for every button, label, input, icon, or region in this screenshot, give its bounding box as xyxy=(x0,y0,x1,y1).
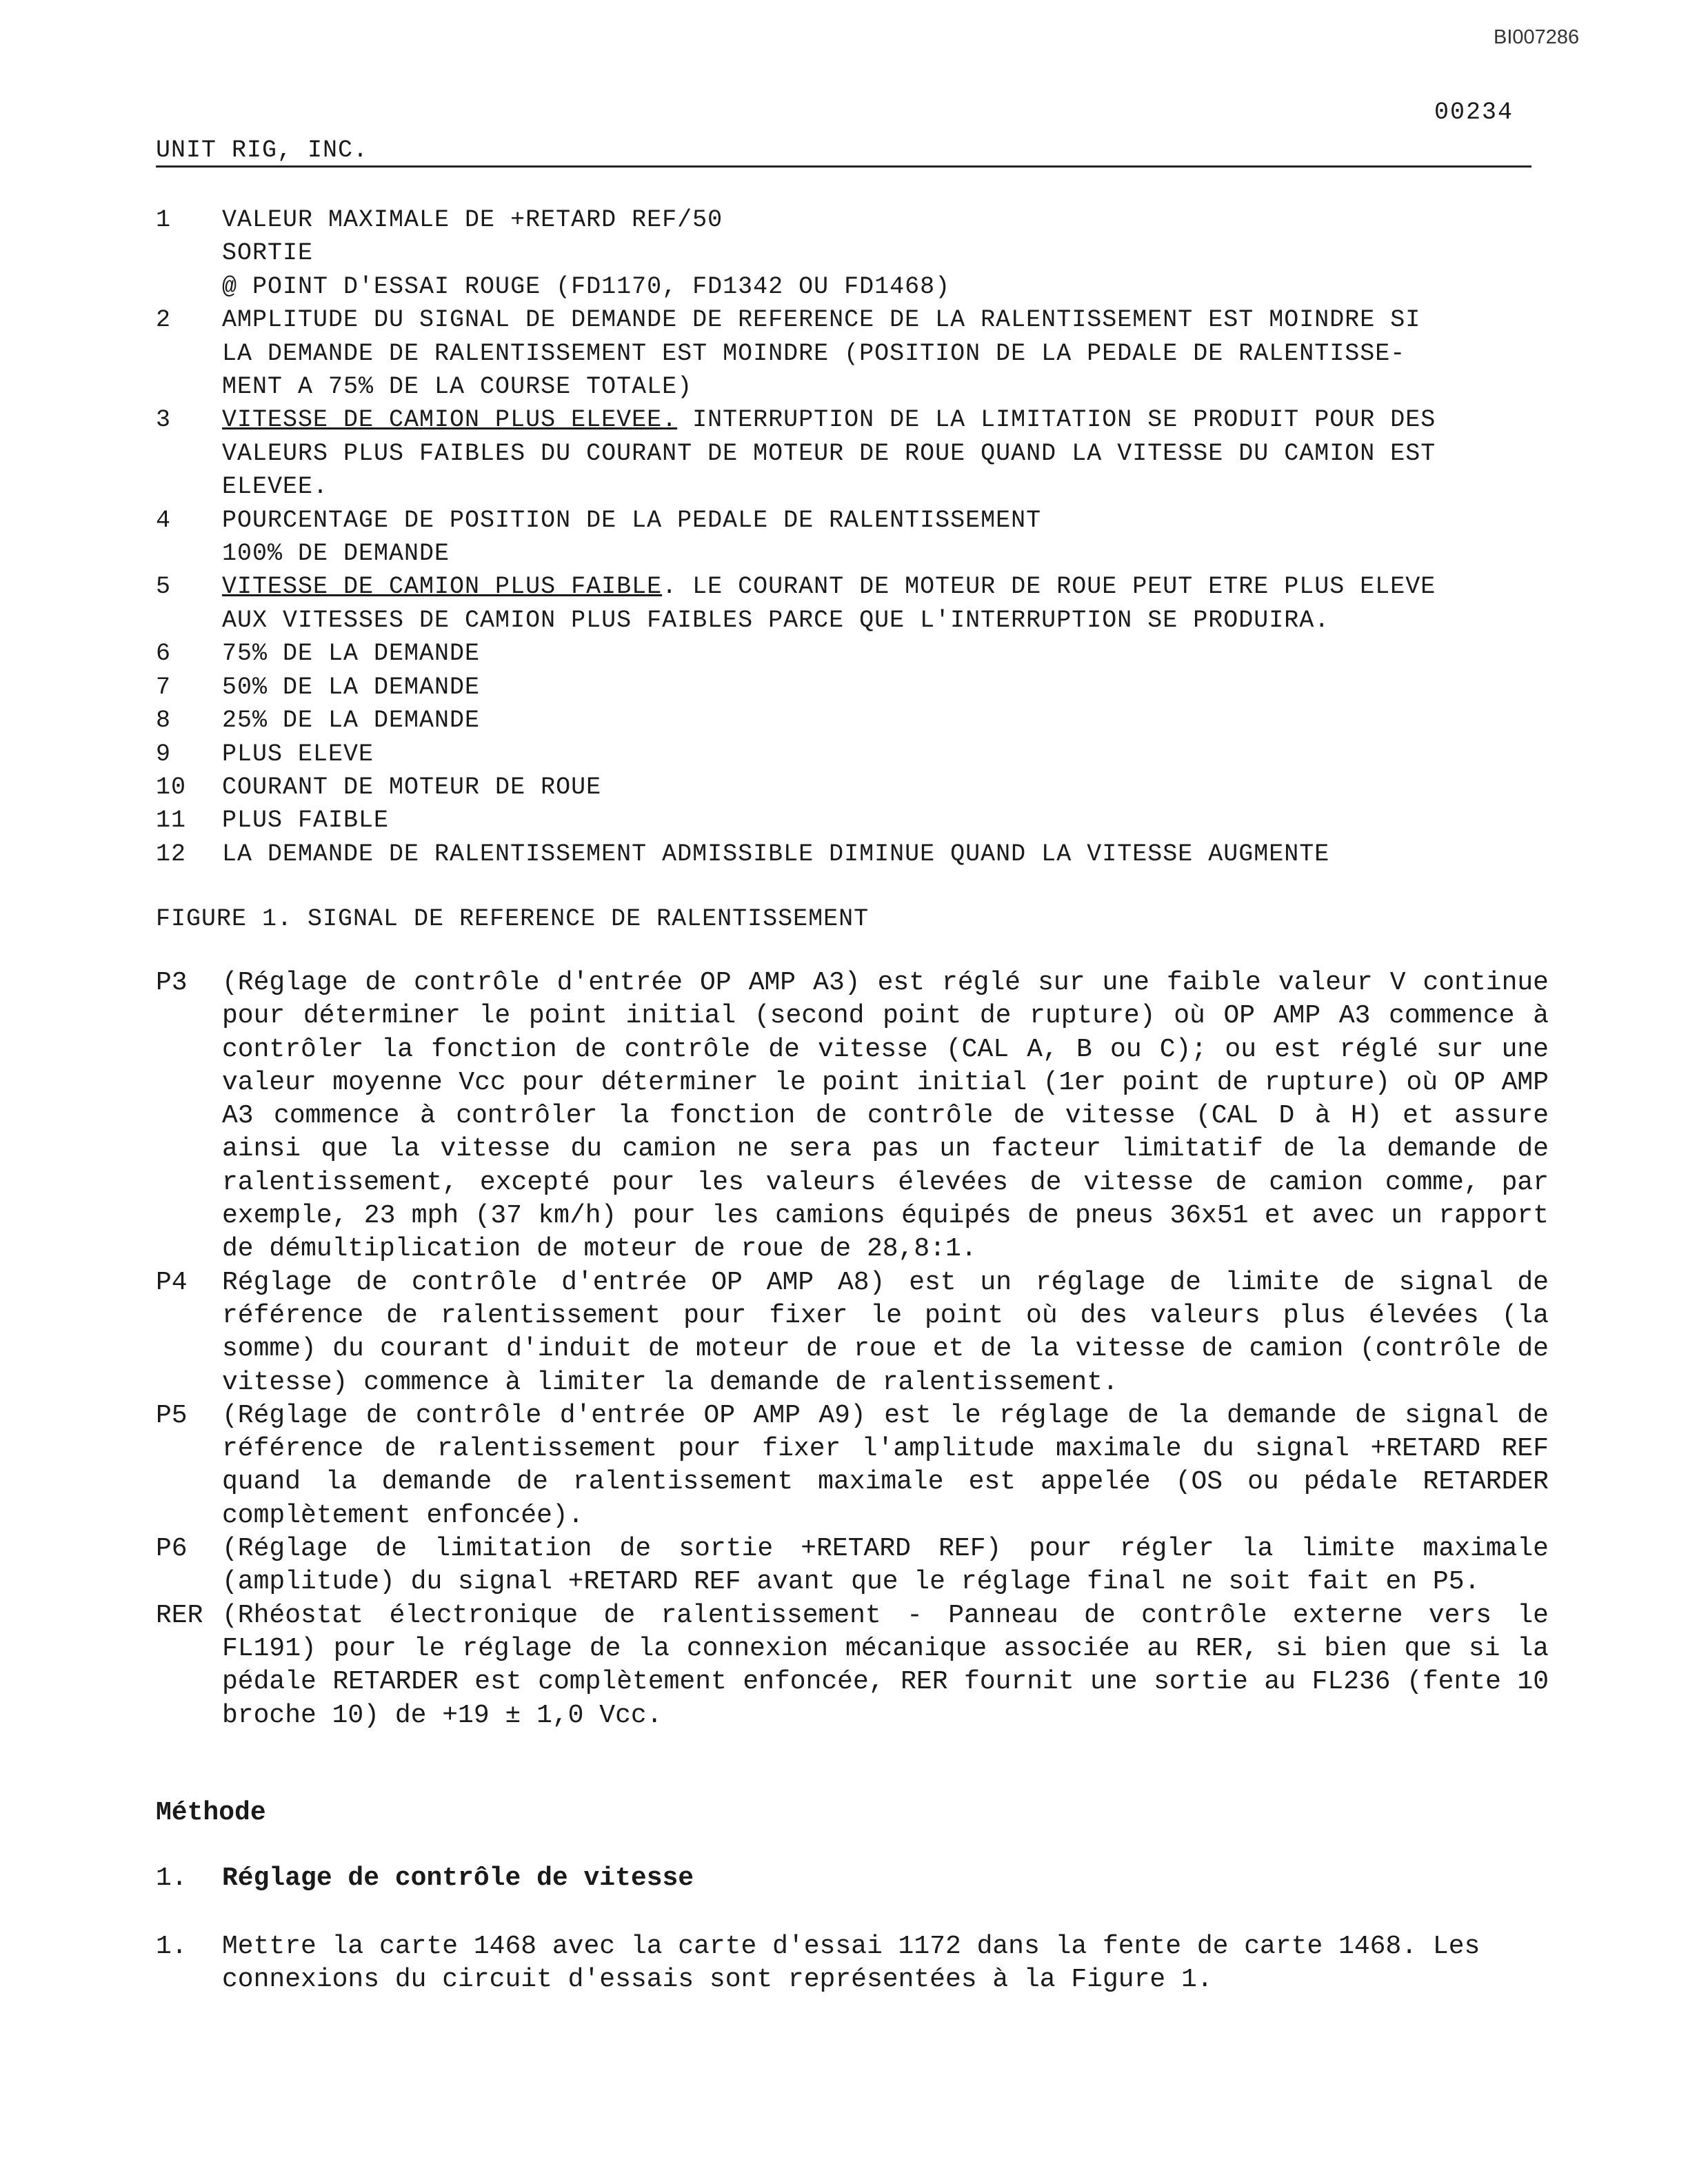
parameter-item: RER (Rhéostat électronique de ralentissement - Panneau de contrôle externe vers le FL191) pour le réglage de la connexion mécanique associée au RER, si bien que si la pédale RETARDER est complètement enfoncée, RER fournit une sortie au FL236 (fente 10 broche 10) de +19 ± 1,0 Vcc. xyxy=(156,1600,1549,1730)
legend-item: 10 COURANT DE MOTEUR DE ROUE xyxy=(156,773,602,801)
legend-item: 7 50% DE LA DEMANDE xyxy=(156,673,481,701)
parameter-list xyxy=(156,967,1549,1732)
legend-item: 1 VALEUR MAXIMALE DE +RETARD REF/50 SORTIE @ POINT D'ESSAI ROUGE (FD1170, FD1342 OU FD1468) xyxy=(156,206,951,301)
legend-item: 9 PLUS ELEVE xyxy=(156,740,374,768)
parameter-item: P5 (Réglage de contrôle d'entrée OP AMP A9) est le réglage de la demande de signal de référence de ralentissement pour fixer l'amplitude maximale du signal +RETARD REF quand la demande de ralentissement maximale est appelée (OS ou pédale RETARDER complètement enfoncée). xyxy=(156,1400,1549,1530)
parameter-item: P3 (Réglage de contrôle d'entrée OP AMP A3) est réglé sur une faible valeur V continue pour déterminer le point initial (second point de rupture) où OP AMP A3 commence à contrôler la fonction de contrôle de vitesse (CAL A, B ou C); ou est réglé sur une valeur moyenne Vcc pour déterminer le point initial (1er point de rupture) où OP AMP A3 commence à contrôler la fonction de contrôle de vitesse (CAL D à H) et assure ainsi que la vitesse du camion ne sera pas un facteur limitatif de la demande de ralentissement, excepté pour les valeurs élevées de vitesse de camion comme, par exemple, 23 mph (37 km/h) pour les camions équipés de pneus 36x51 et avec un rapport de démultiplication de moteur de roue de 28,8:1. xyxy=(156,968,1549,1264)
legend-item: 4 POURCENTAGE DE POSITION DE LA PEDALE DE RALENTISSEMENT 100% DE DEMANDE xyxy=(156,506,1042,568)
procedure-step: 1. Mettre la carte 1468 avec la carte d'essai 1172 dans la fente de carte 1468. Les connexions du circuit d'essais sont représentées à la Figure 1. xyxy=(156,1932,1480,1995)
underlined-text: VITESSE DE CAMION PLUS FAIBLE xyxy=(222,573,663,601)
section-heading: 1. Réglage de contrôle de vitesse xyxy=(156,1863,694,1893)
parameter-item: P4 Réglage de contrôle d'entrée OP AMP A8) est un réglage de limite de signal de référence de ralentissement pour fixer le point où des valeurs plus élevées (la somme) du courant d'induit de moteur de roue et de la vitesse de camion (contrôle de vitesse) commence à limiter la demande de ralentissement. xyxy=(156,1267,1549,1397)
legend-item: 2 AMPLITUDE DU SIGNAL DE DEMANDE DE REFERENCE DE LA RALENTISSEMENT EST MOINDRE SI LA DEMANDE DE RALENTISSEMENT EST MOINDRE (POSITION DE LA PEDALE DE RALENTISSE- MENT A 75% DE LA COURSE TOTALE) xyxy=(156,306,1421,401)
figure-caption: FIGURE 1. SIGNAL DE REFERENCE DE RALENTISSEMENT xyxy=(156,905,870,933)
legend-item: 12 LA DEMANDE DE RALENTISSEMENT ADMISSIBLE DIMINUE QUAND LA VITESSE AUGMENTE xyxy=(156,840,1330,868)
underlined-text: VITESSE DE CAMION PLUS ELEVEE. xyxy=(222,406,678,434)
parameter-item: P6 (Réglage de limitation de sortie +RETARD REF) pour régler la limite maximale (amplitude) du signal +RETARD REF avant que le réglage final ne soit fait en P5. xyxy=(156,1534,1549,1597)
document-id: BI007286 xyxy=(1494,26,1580,48)
legend-item: 3 VITESSE DE CAMION PLUS ELEVEE. INTERRUPTION DE LA LIMITATION SE PRODUIT POUR DES VALEURS PLUS FAIBLES DU COURANT DE MOTEUR DE ROUE QUAND LA VITESSE DU CAMION EST ELEVEE. xyxy=(156,406,1436,501)
page-number: 00234 xyxy=(1434,99,1514,126)
legend-item: 8 25% DE LA DEMANDE xyxy=(156,707,481,735)
method-heading: Méthode xyxy=(156,1798,266,1828)
company-name: UNIT RIG, INC. xyxy=(156,136,369,164)
figure-legend-list xyxy=(156,203,1549,871)
legend-item: 6 75% DE LA DEMANDE xyxy=(156,640,481,668)
legend-item: 11 PLUS FAIBLE xyxy=(156,807,390,835)
header-rule xyxy=(156,165,1531,168)
legend-item: 5 VITESSE DE CAMION PLUS FAIBLE. LE COURANT DE MOTEUR DE ROUE PEUT ETRE PLUS ELEVE AUX VITESSES DE CAMION PLUS FAIBLES PARCE QUE L'INTERRUPTION SE PRODUIRA. xyxy=(156,573,1436,634)
